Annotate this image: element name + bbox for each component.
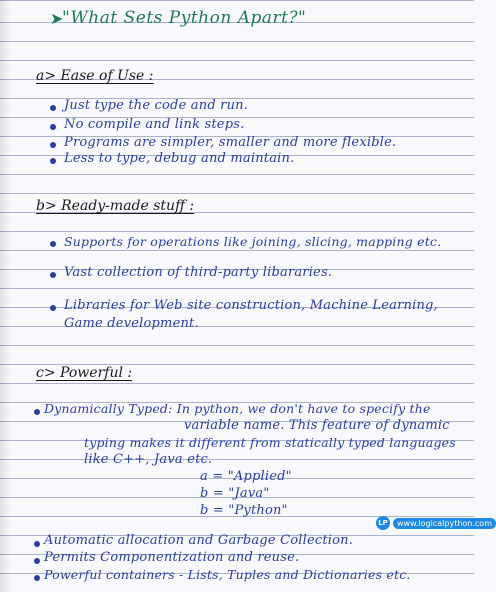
bullet-icon: [50, 272, 56, 278]
watermark-logo: [376, 515, 496, 531]
arrow-icon: ➤: [50, 9, 64, 28]
bullet-icon: [50, 305, 56, 311]
list-item: Permits Componentization and reuse.: [44, 550, 300, 565]
code-line: a = "Applied": [200, 469, 292, 484]
list-item: Vast collection of third-party libararies.: [64, 265, 333, 280]
bullet-icon: [50, 158, 56, 164]
list-item: Libraries for Web site construction, Machine Learning,: [64, 298, 438, 313]
section-heading-ease-of-use: a> Ease of Use :: [36, 68, 154, 84]
list-item: Less to type, debug and maintain.: [64, 151, 295, 166]
bullet-icon: [50, 124, 56, 130]
bullet-icon: [34, 541, 40, 547]
dynamic-typing-text: like C++, Java etc.: [84, 452, 213, 467]
section-heading-ready-made-stuff: b> Ready-made stuff :: [36, 198, 195, 214]
list-item: Programs are simpler, smaller and more flexible.: [64, 135, 397, 150]
list-item: Powerful containers - Lists, Tuples and Dictionaries etc.: [44, 567, 411, 582]
code-line: b = "Python": [200, 503, 288, 518]
dynamic-typing-text: variable name. This feature of dynamic: [184, 418, 450, 433]
list-item: Just type the code and run.: [64, 98, 249, 113]
list-item: No compile and link steps.: [64, 117, 245, 132]
bullet-icon: [34, 558, 40, 564]
list-item-continuation: Game development.: [64, 316, 199, 331]
watermark-url: www.logicalpython.com: [393, 518, 496, 529]
bullet-icon: [34, 575, 40, 581]
section-heading-powerful: c> Powerful :: [36, 365, 133, 381]
code-line: b = "Java": [200, 486, 270, 501]
bullet-icon: [34, 409, 40, 415]
page-title: "What Sets Python Apart?": [62, 8, 307, 28]
bullet-icon: [50, 241, 56, 247]
dynamic-typing-text: Dynamically Typed: In python, we don't have to specify the: [44, 401, 431, 416]
list-item: Supports for operations like joining, slicing, mapping etc.: [64, 234, 442, 249]
list-item: Automatic allocation and Garbage Collection.: [44, 533, 354, 548]
bullet-icon: [50, 142, 56, 148]
logo-badge-icon: LP: [376, 516, 390, 530]
dynamic-typing-text: typing makes it different from statically typed languages: [84, 435, 456, 450]
bullet-icon: [50, 105, 56, 111]
